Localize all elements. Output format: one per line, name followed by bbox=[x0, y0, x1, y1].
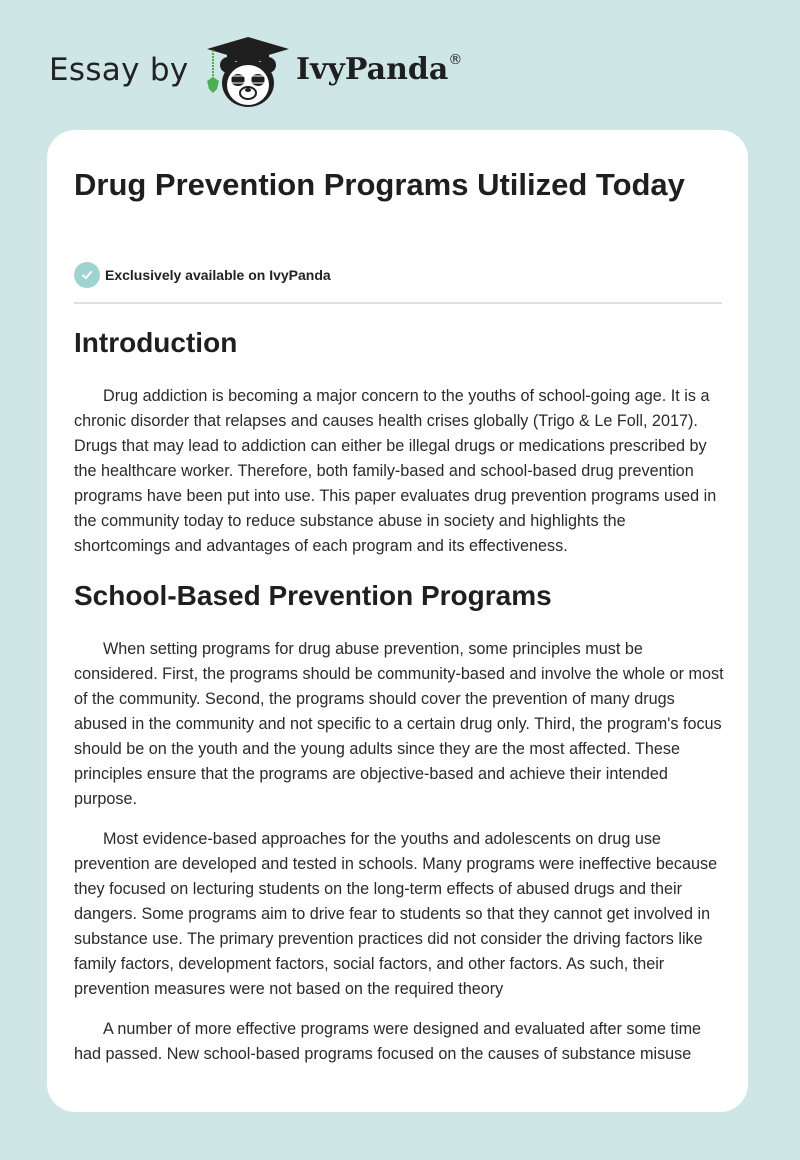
brand-name[interactable] bbox=[296, 52, 462, 87]
school-paragraph-1: When setting programs for drug abuse prevention, some principles must be considered. First, the programs should be community-based and involve the whole or most of the community. Second, the programs should cover the prevention of many drugs abused in the community and not specific to a certain drug only. Third, the program's focus should be on the youth and the young adults since they are the most affected. These principles ensure that the programs are objective-based and achieve their intended purpose. bbox=[74, 640, 724, 808]
exclusive-badge bbox=[74, 262, 331, 288]
section-heading-school-based: School-Based Prevention Programs bbox=[74, 580, 552, 611]
title-divider bbox=[74, 302, 722, 304]
panda-graduate-logo-icon[interactable] bbox=[203, 35, 293, 109]
essay-card bbox=[47, 130, 748, 1112]
brand-text: IvyPanda bbox=[296, 52, 449, 87]
intro-paragraph-1: Drug addiction is becoming a major concern to the youths of school-going age. It is a chronic disorder that relapses and causes health crises globally (Trigo & Le Foll, 2017). Drugs that may lead to addiction can either be illegal drugs or medications prescribed by the healthcare worker. Therefore, both family-based and school-based drug prevention programs have been put into use. This paper evaluates drug prevention programs used in the community today to reduce substance abuse in society and highlights the shortcomings and advantages of each program and its effectiveness. bbox=[74, 387, 717, 555]
section-heading-introduction: Introduction bbox=[74, 327, 238, 358]
registered-mark: ® bbox=[448, 52, 463, 68]
page-title: Drug Prevention Programs Utilized Today bbox=[74, 167, 685, 202]
school-paragraph-2: Most evidence-based approaches for the youths and adolescents on drug use prevention are developed and tested in schools. Many programs were ineffective because they focused on lecturing students on the long-term effects of abused drugs and their dangers. Some programs aim to drive fear to students so that they cannot get involved in substance use. The primary prevention practices did not consider the driving factors like family factors, development factors, social factors, and other factors. As such, their prevention measures were not based on the required theory bbox=[74, 830, 718, 998]
check-circle-icon bbox=[74, 262, 100, 288]
essay-by-label: Essay by bbox=[49, 52, 189, 88]
site-header bbox=[0, 0, 800, 130]
school-paragraph-3: A number of more effective programs were designed and evaluated after some time had passed. New school-based programs focused on the causes of substance misuse bbox=[74, 1020, 702, 1063]
exclusive-badge-text: Exclusively available on IvyPanda bbox=[105, 267, 331, 283]
